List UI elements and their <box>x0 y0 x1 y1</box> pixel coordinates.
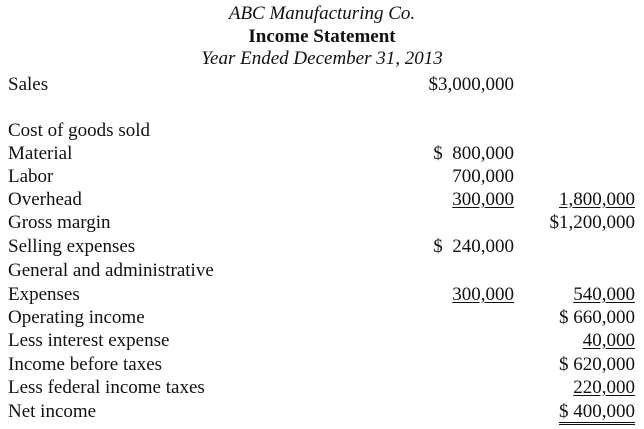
row-label: Overhead <box>8 189 82 210</box>
row-label: Sales <box>8 74 49 95</box>
row-general-administrative <box>0 259 644 282</box>
row-label: Material <box>8 143 73 164</box>
row-label: Operating income <box>8 307 145 328</box>
sales-amount: $3,000,000 <box>428 74 514 95</box>
total-expenses-amount: 540,000 <box>573 284 635 305</box>
row-overhead <box>0 188 644 211</box>
overhead-amount: 300,000 <box>452 189 514 210</box>
statement-period: Year Ended December 31, 2013 <box>201 48 443 69</box>
row-material <box>0 142 644 165</box>
material-amount: $ 800,000 <box>433 143 514 164</box>
row-net-income <box>0 400 644 423</box>
row-label: Gross margin <box>8 212 111 233</box>
cost-of-goods-sold-total: 1,800,000 <box>559 189 635 210</box>
net-income-amount: $ 400,000 <box>559 401 635 425</box>
row-cost-of-goods-sold <box>0 119 644 142</box>
row-selling-expenses <box>0 235 644 258</box>
row-income-before-taxes <box>0 353 644 376</box>
row-label: Cost of goods sold <box>8 120 150 141</box>
row-labor <box>0 165 644 188</box>
statement-title: Income Statement <box>248 26 396 47</box>
interest-expense-amount: 40,000 <box>582 330 635 351</box>
operating-income-amount: $ 660,000 <box>559 307 635 328</box>
row-label: Net income <box>8 401 97 422</box>
row-label: Less interest expense <box>8 330 170 351</box>
row-federal-income-taxes <box>0 376 644 399</box>
row-gross-margin <box>0 211 644 234</box>
labor-amount: 700,000 <box>452 166 514 187</box>
selling-expenses-amount: $ 240,000 <box>433 236 514 257</box>
ga-expenses-amount: 300,000 <box>452 284 514 305</box>
row-operating-income <box>0 306 644 329</box>
row-label: Less federal income taxes <box>8 377 205 398</box>
row-label: Labor <box>8 166 54 187</box>
row-label: Income before taxes <box>8 354 163 375</box>
row-label: Selling expenses <box>8 236 136 257</box>
row-expenses <box>0 283 644 306</box>
income-before-taxes-amount: $ 620,000 <box>559 354 635 375</box>
gross-margin-amount: $1,200,000 <box>549 212 635 233</box>
federal-taxes-amount: 220,000 <box>573 377 635 398</box>
row-interest-expense <box>0 329 644 352</box>
row-sales <box>0 73 644 96</box>
row-label: Expenses <box>8 284 80 305</box>
company-name: ABC Manufacturing Co. <box>228 3 416 24</box>
row-label: General and administrative <box>8 260 214 281</box>
